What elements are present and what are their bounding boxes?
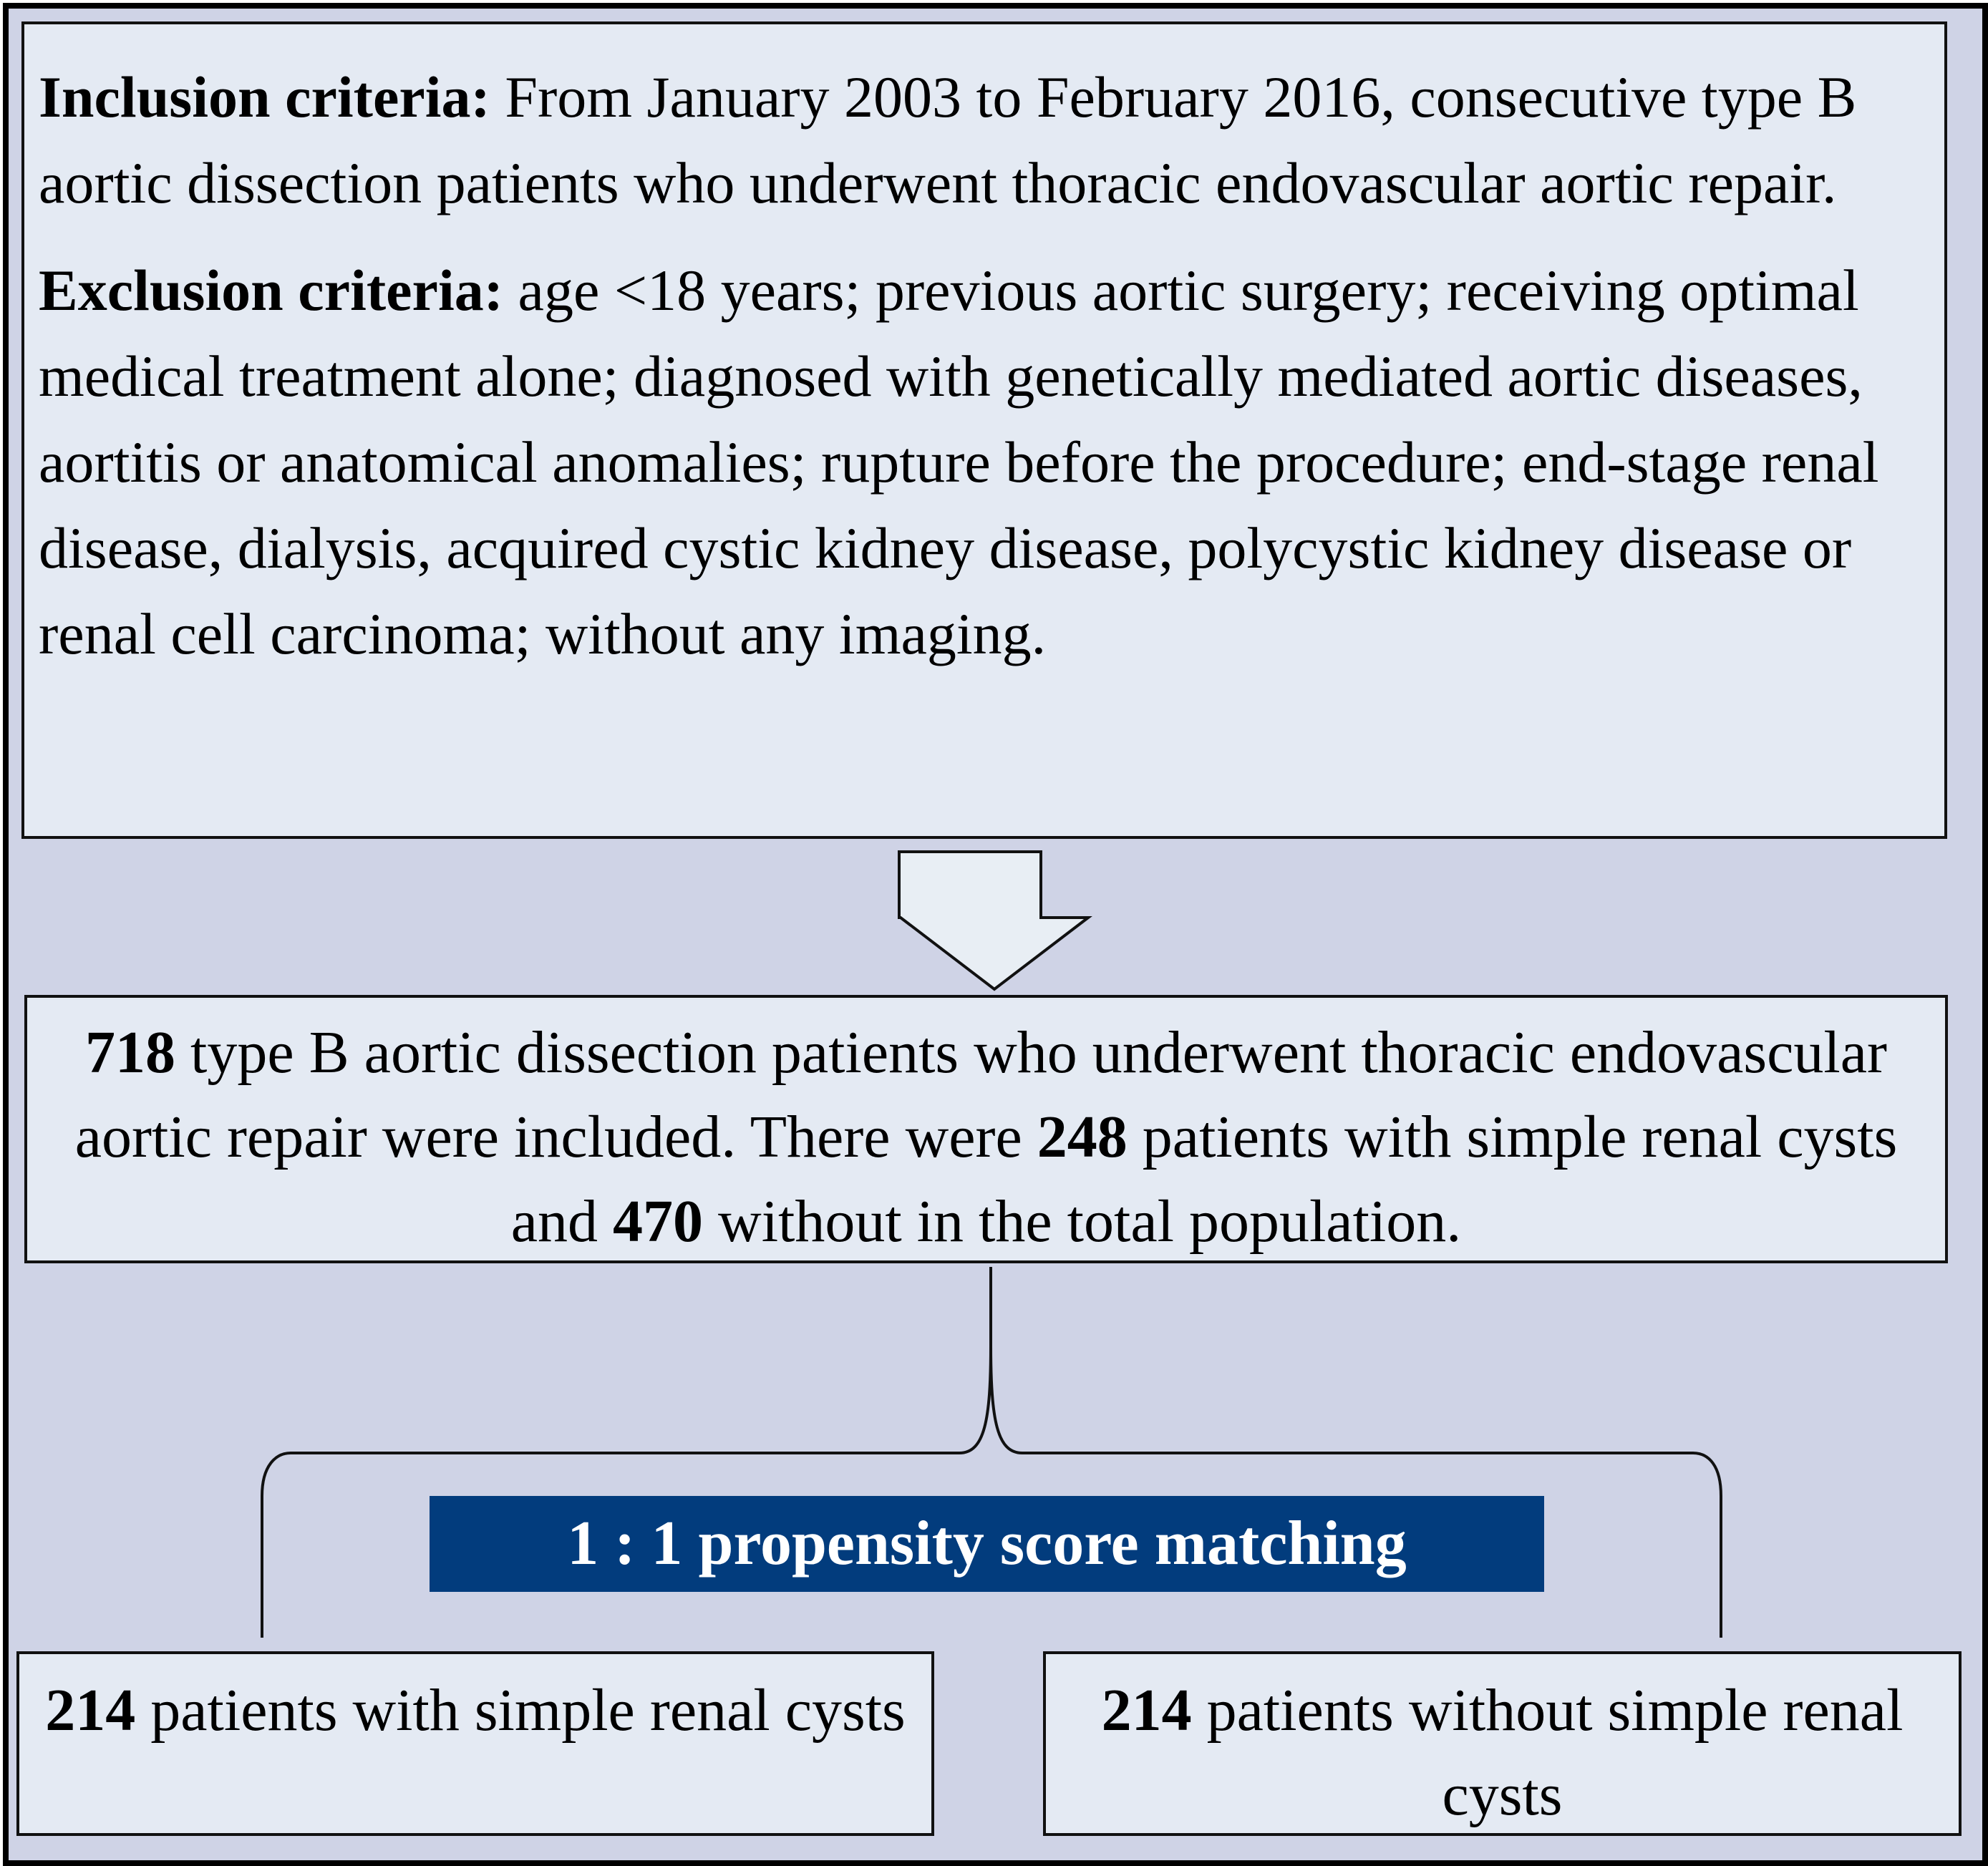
group-without-cysts-text: patients without simple renal cysts bbox=[1191, 1677, 1904, 1828]
total-population-box bbox=[24, 995, 1948, 1263]
with-cysts-count: 248 bbox=[1037, 1104, 1128, 1170]
exclusion-criteria bbox=[39, 248, 1930, 677]
inclusion-label: Inclusion criteria: bbox=[39, 64, 490, 130]
group-with-cysts-text: patients with simple renal cysts bbox=[135, 1677, 906, 1744]
group-without-cysts-count: 214 bbox=[1101, 1677, 1192, 1744]
exclusion-label: Exclusion criteria: bbox=[39, 258, 504, 323]
group-with-cysts-count: 214 bbox=[45, 1677, 136, 1744]
group-with-cysts-box bbox=[16, 1651, 934, 1836]
total-text-3: without in the total population. bbox=[703, 1188, 1462, 1255]
total-text-1: type B aortic dissection patients who underwent thoracic endovascular aortic repair were included. There were bbox=[74, 1019, 1887, 1170]
inclusion-text: From January 2003 to February 2016, consecutive type B aortic dissection patients who underwent thoracic endovascular aortic repair. bbox=[39, 64, 1857, 215]
propensity-score-matching-banner: 1 : 1 propensity score matching bbox=[430, 1496, 1544, 1592]
exclusion-text: age <18 years; previous aortic surgery; receiving optimal medical treatment alone; diagnosed with genetically mediated aortic diseases, aortitis or anatomical anomalies; rupture before the procedure; end-stage renal disease, dialysis, acquired cystic kidney disease, polycystic kidney disease or renal cell carcinoma; without any imaging. bbox=[39, 258, 1879, 666]
group-without-cysts-box bbox=[1043, 1651, 1962, 1836]
without-cysts-count: 470 bbox=[613, 1188, 704, 1255]
criteria-box bbox=[21, 21, 1947, 839]
total-text-2: patients with simple renal cysts and bbox=[510, 1104, 1898, 1255]
total-count: 718 bbox=[85, 1019, 176, 1086]
inclusion-criteria bbox=[39, 54, 1930, 226]
